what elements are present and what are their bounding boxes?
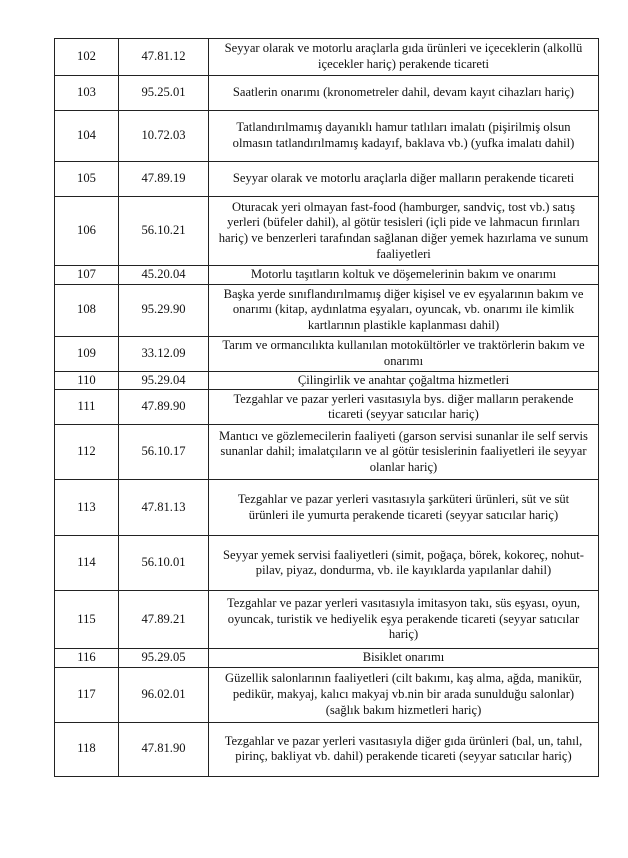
table-row bbox=[55, 649, 599, 668]
activity-code: 33.12.09 bbox=[119, 336, 209, 371]
row-number: 107 bbox=[55, 266, 119, 285]
activity-description: Mantıcı ve gözlemecilerin faaliyeti (garson servisi sunanlar ile self servis sunanlar dahil; imalatçıların ve al götür tesislerinin faaliyetleri ile seyyar olanlar hariç) bbox=[209, 425, 599, 480]
row-number: 108 bbox=[55, 284, 119, 336]
activity-description: Tatlandırılmamış dayanıklı hamur tatlıları imalatı (pişirilmiş olsun olmasın tatlandırılmamış kadayıf, baklava vb.) (yufka imalatı dahil) bbox=[209, 111, 599, 162]
table-row bbox=[55, 284, 599, 336]
activity-description: Başka yerde sınıflandırılmamış diğer kişisel ve ev eşyalarının bakım ve onarımı (kitap, aydınlatma eşyaları, oyuncak, vb. onarımı ile kimlik kartlarının plastikle kaplanması dahil) bbox=[209, 284, 599, 336]
row-number: 110 bbox=[55, 371, 119, 390]
row-number: 111 bbox=[55, 390, 119, 425]
row-number: 109 bbox=[55, 336, 119, 371]
activity-description: Güzellik salonlarının faaliyetleri (cilt bakımı, kaş alma, ağda, manikür, pedikür, makyaj, kalıcı makyaj vb.nin bir arada sunulduğu salonlar) (sağlık bakım hizmetleri hariç) bbox=[209, 667, 599, 722]
table-row bbox=[55, 162, 599, 197]
activity-code: 47.89.90 bbox=[119, 390, 209, 425]
activity-code: 10.72.03 bbox=[119, 111, 209, 162]
activity-code: 47.81.90 bbox=[119, 722, 209, 776]
activity-description: Tezgahlar ve pazar yerleri vasıtasıyla diğer gıda ürünleri (bal, un, tahıl, pirinç, bakliyat vb. dahil) perakende ticareti (seyyar satıcılar hariç) bbox=[209, 722, 599, 776]
table-row bbox=[55, 111, 599, 162]
row-number: 112 bbox=[55, 425, 119, 480]
table-row bbox=[55, 76, 599, 111]
activity-code-table bbox=[54, 38, 599, 777]
activity-code: 47.81.13 bbox=[119, 480, 209, 536]
activity-code: 56.10.17 bbox=[119, 425, 209, 480]
row-number: 114 bbox=[55, 536, 119, 591]
activity-code: 56.10.21 bbox=[119, 197, 209, 266]
row-number: 104 bbox=[55, 111, 119, 162]
table-row bbox=[55, 266, 599, 285]
activity-description: Seyyar yemek servisi faaliyetleri (simit, poğaça, börek, kokoreç, nohut-pilav, piyaz, dondurma, vb. ile kayıklarda yapılanlar dahil) bbox=[209, 536, 599, 591]
activity-code: 47.89.19 bbox=[119, 162, 209, 197]
activity-code: 95.29.90 bbox=[119, 284, 209, 336]
table-row bbox=[55, 536, 599, 591]
row-number: 116 bbox=[55, 649, 119, 668]
table-row bbox=[55, 371, 599, 390]
activity-description: Oturacak yeri olmayan fast-food (hamburger, sandviç, tost vb.) satış yerleri (büfeler dahil), al götür tesisleri (içli pide ve lahmacun fırınları hariç) ve benzerleri tarafından sağlanan diğer yemek hazırlama ve sunum faaliyetleri bbox=[209, 197, 599, 266]
activity-description: Motorlu taşıtların koltuk ve döşemelerinin bakım ve onarımı bbox=[209, 266, 599, 285]
activity-description: Tezgahlar ve pazar yerleri vasıtasıyla bys. diğer malların perakende ticareti (seyyar satıcılar hariç) bbox=[209, 390, 599, 425]
table-row bbox=[55, 197, 599, 266]
row-number: 113 bbox=[55, 480, 119, 536]
table-row bbox=[55, 667, 599, 722]
table-row bbox=[55, 591, 599, 649]
row-number: 115 bbox=[55, 591, 119, 649]
activity-description: Çilingirlik ve anahtar çoğaltma hizmetleri bbox=[209, 371, 599, 390]
row-number: 105 bbox=[55, 162, 119, 197]
activity-code: 56.10.01 bbox=[119, 536, 209, 591]
row-number: 103 bbox=[55, 76, 119, 111]
table-row bbox=[55, 480, 599, 536]
row-number: 102 bbox=[55, 39, 119, 76]
activity-code: 96.02.01 bbox=[119, 667, 209, 722]
table-row bbox=[55, 425, 599, 480]
row-number: 117 bbox=[55, 667, 119, 722]
activity-code: 47.81.12 bbox=[119, 39, 209, 76]
table-row bbox=[55, 336, 599, 371]
row-number: 106 bbox=[55, 197, 119, 266]
activity-description: Tezgahlar ve pazar yerleri vasıtasıyla imitasyon takı, süs eşyası, oyun, oyuncak, turistik ve hediyelik eşya perakende ticareti (seyyar satıcılar hariç) bbox=[209, 591, 599, 649]
table-row bbox=[55, 39, 599, 76]
activity-description: Bisiklet onarımı bbox=[209, 649, 599, 668]
activity-description: Saatlerin onarımı (kronometreler dahil, devam kayıt cihazları hariç) bbox=[209, 76, 599, 111]
activity-code: 95.25.01 bbox=[119, 76, 209, 111]
activity-code: 47.89.21 bbox=[119, 591, 209, 649]
row-number: 118 bbox=[55, 722, 119, 776]
table-row bbox=[55, 722, 599, 776]
activity-code: 95.29.04 bbox=[119, 371, 209, 390]
activity-description: Seyyar olarak ve motorlu araçlarla diğer malların perakende ticareti bbox=[209, 162, 599, 197]
activity-description: Seyyar olarak ve motorlu araçlarla gıda ürünleri ve içeceklerin (alkollü içecekler hariç) perakende ticareti bbox=[209, 39, 599, 76]
activity-description: Tarım ve ormancılıkta kullanılan motokültörler ve traktörlerin bakım ve onarımı bbox=[209, 336, 599, 371]
activity-description: Tezgahlar ve pazar yerleri vasıtasıyla şarküteri ürünleri, süt ve süt ürünleri ile yumurta perakende ticareti (seyyar satıcılar hariç) bbox=[209, 480, 599, 536]
activity-code: 95.29.05 bbox=[119, 649, 209, 668]
activity-code: 45.20.04 bbox=[119, 266, 209, 285]
table-row bbox=[55, 390, 599, 425]
